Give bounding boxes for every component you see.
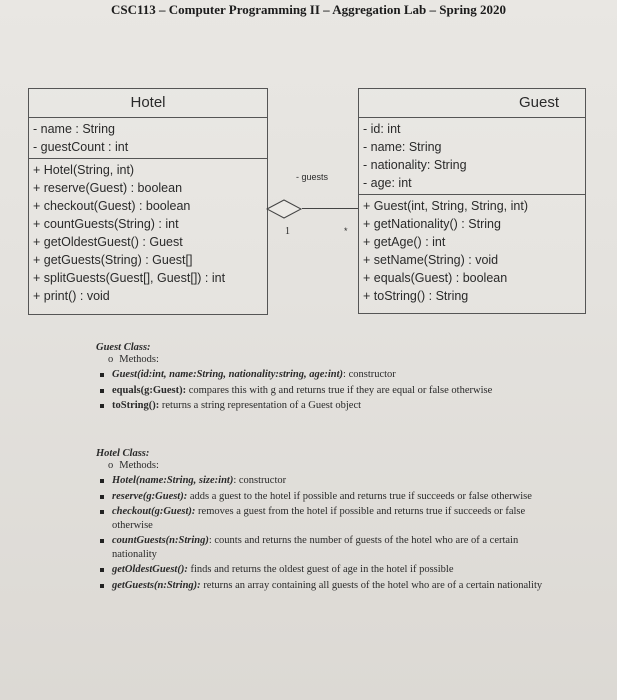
- hotel-method: + Hotel(String, int): [33, 163, 135, 177]
- guest-method: + Guest(int, String, String, int): [363, 199, 528, 213]
- hotel-methods: [29, 158, 267, 307]
- association-role-label: - guests: [296, 172, 329, 182]
- hotel-class-heading: Hotel Class:: [96, 448, 150, 459]
- guest-class-name: Guest: [359, 89, 585, 118]
- list-item: checkout(g:Guest): removes a guest from the hotel if possible and returns true if succeeds or false otherwise: [96, 505, 546, 532]
- hotel-method: + getGuests(String) : Guest[]: [33, 253, 193, 267]
- hotel-method: + reserve(Guest) : boolean: [33, 181, 183, 195]
- guest-method: + toString() : String: [363, 289, 469, 303]
- hotel-method: + splitGuests(Guest[], Guest[]) : int: [33, 271, 226, 285]
- guest-method: + equals(Guest) : boolean: [363, 271, 508, 285]
- aggregation-diamond-icon: [266, 199, 304, 219]
- guest-multiplicity: *: [344, 226, 348, 236]
- hotel-attributes: [29, 118, 267, 158]
- list-item: getOldestGuest(): finds and returns the oldest guest of age in the hotel if possible: [96, 563, 546, 577]
- hotel-multiplicity: 1: [285, 226, 290, 237]
- list-item: countGuests(n:String): counts and returns the number of guests of the hotel who are of a certain nationality: [96, 534, 546, 561]
- hotel-method-list: [96, 474, 546, 592]
- association-line: [302, 208, 358, 209]
- hotel-method: + print() : void: [33, 289, 110, 303]
- hotel-class-box: [28, 88, 268, 315]
- hotel-attribute: - name : String: [33, 122, 115, 136]
- guest-method-list: [96, 368, 536, 413]
- hotel-attribute: - guestCount : int: [33, 140, 129, 154]
- list-item: equals(g:Guest): compares this with g and returns true if they are equal or false otherwise: [96, 384, 536, 398]
- list-item: getGuests(n:String): returns an array containing all guests of the hotel who are of a certain nationality: [96, 579, 546, 593]
- hotel-method: + checkout(Guest) : boolean: [33, 199, 191, 213]
- hotel-method: + getOldestGuest() : Guest: [33, 235, 183, 249]
- guest-attribute: - name: String: [363, 140, 442, 154]
- list-item: Guest(id:int, name:String, nationality:string, age:int): constructor: [96, 368, 536, 382]
- methods-label: o Methods:: [108, 460, 159, 471]
- guest-class-box: [358, 88, 586, 314]
- guest-method: + getNationality() : String: [363, 217, 501, 231]
- list-item: Hotel(name:String, size:int): constructor: [96, 474, 546, 488]
- page-title: CSC113 – Computer Programming II – Aggregation Lab – Spring 2020: [110, 2, 507, 17]
- guest-attribute: - id: int: [363, 122, 401, 136]
- guest-methods: [359, 194, 585, 307]
- guest-attribute: - age: int: [363, 176, 412, 190]
- guest-method: + getAge() : int: [363, 235, 446, 249]
- list-item: toString(): returns a string representation of a Guest object: [96, 399, 536, 413]
- methods-label: o Methods:: [108, 354, 159, 365]
- hotel-class-name: Hotel: [29, 89, 267, 118]
- list-item: reserve(g:Guest): adds a guest to the hotel if possible and returns true if succeeds or false otherwise: [96, 490, 546, 504]
- guest-attributes: [359, 118, 585, 194]
- guest-class-description: [96, 342, 536, 415]
- hotel-method: + countGuests(String) : int: [33, 217, 179, 231]
- guest-class-heading: Guest Class:: [96, 342, 151, 353]
- guest-method: + setName(String) : void: [363, 253, 499, 267]
- guest-attribute: - nationality: String: [363, 158, 467, 172]
- hotel-class-description: [96, 448, 546, 594]
